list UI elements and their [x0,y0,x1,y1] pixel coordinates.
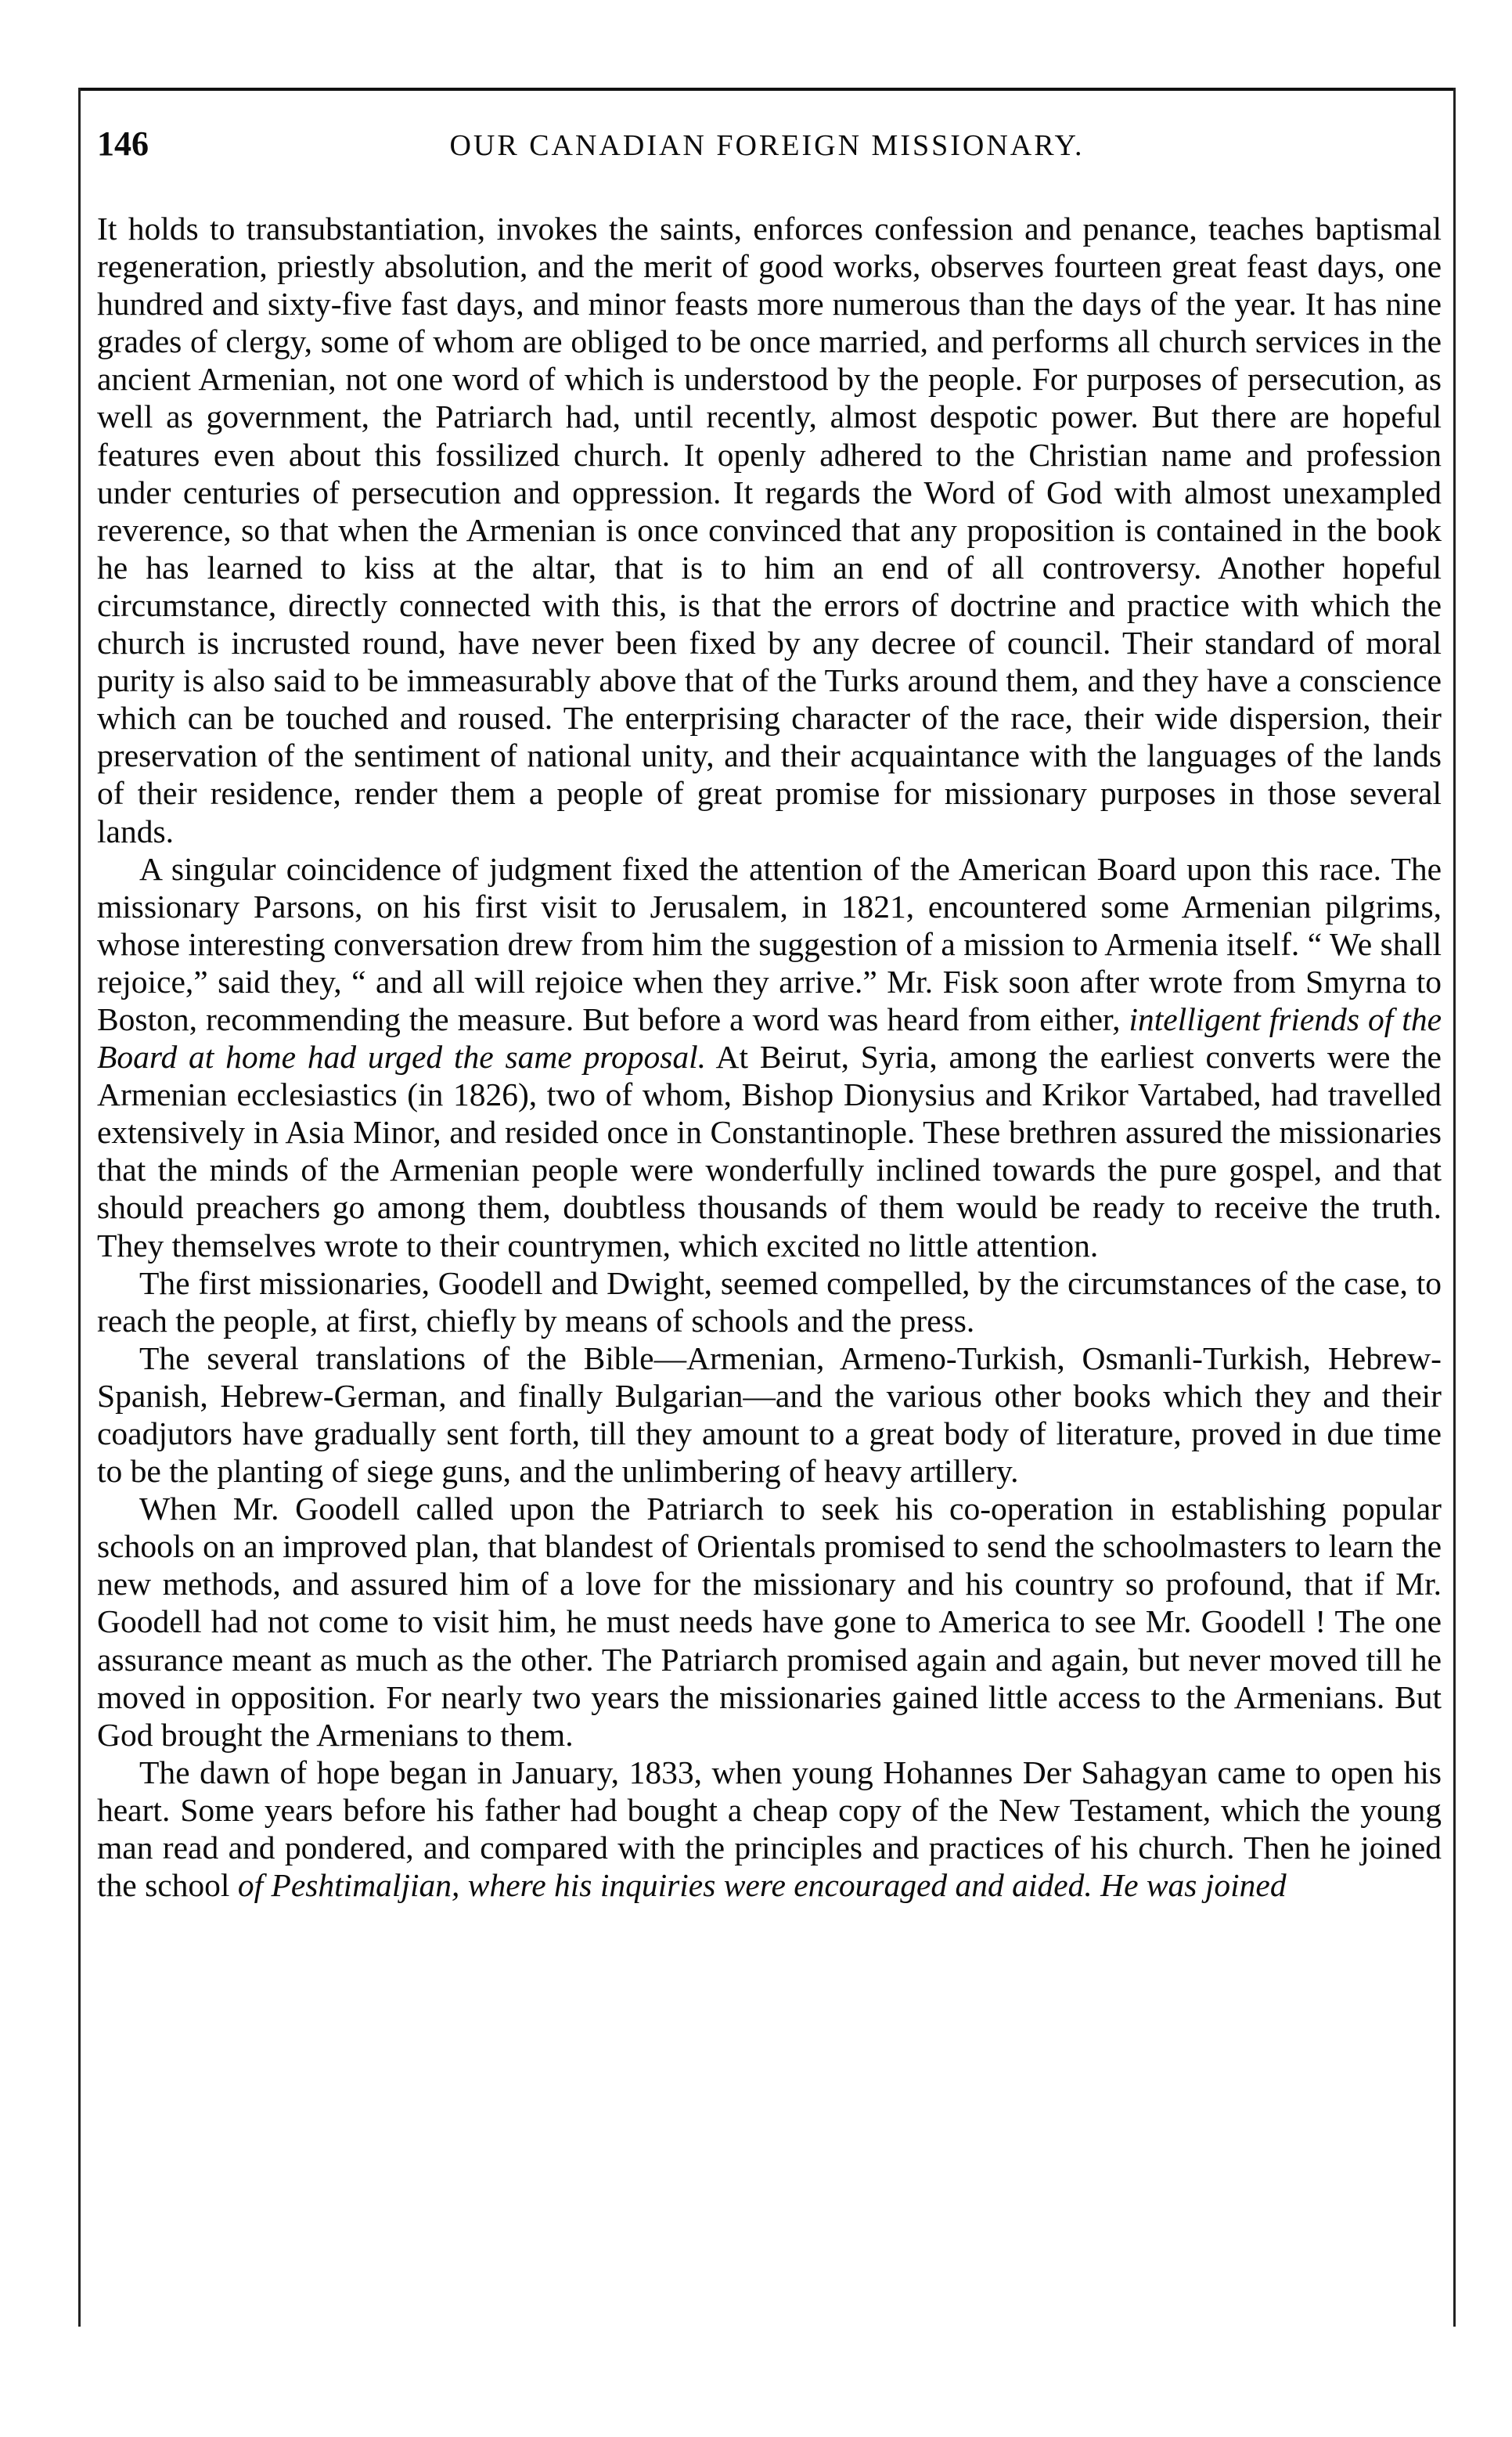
paragraph-6-text-a: The dawn of hope began in January, 1833, when young Hohannes Der Sahagyan came to open his heart. Some years before his father had bought a cheap copy of the New Testament, which the young man read and pondered, and compared with the principles and practices of his church. Then he joined the school [97,1754,1442,1904]
paragraph-5: When Mr. Goodell called upon the Patriarch to seek his co-operation in establishing popular schools on an improved plan, that blandest of Orientals promised to send the schoolmasters to learn the new methods, and assured him of a love for the missionary and his country so profound, that if Mr. Goodell had not come to visit him, he must needs have gone to America to see Mr. Goodell ! The one assurance meant as much as the other. The Patriarch promised again and again, but never moved till he moved in opposition. For nearly two years the missionaries gained little access to the Armenians. But God brought the Armenians to them. [97,1491,1442,1753]
paragraph-2-text-a: A singular coincidence of judgment fixed the attention of the American Board upon this race. The missionary Parsons, on his first visit to Jerusalem, in 1821, encountered some Armenian pilgrims, whose interesting conversation drew from him the suggestion of a mission to Armenia itself. “ We shall rejoice,” said they, “ and all will rejoice when they arrive.” Mr. Fisk soon after wrote from Smyrna to Boston, recommending the measure. But before a word was heard from either, [97,850,1442,1037]
paragraph-1: It holds to transubstantiation, invokes the saints, enforces confession and penance, teaches baptismal regeneration, priestly absolution, and the merit of good works, observes fourteen great feast days, one hundred and sixty-five fast days, and minor feasts more numerous than the days of the year. It has nine grades of clergy, some of whom are obliged to be once married, and performs all church services in the ancient Armenian, not one word of which is understood by the people. For purposes of persecution, as well as government, the Patriarch had, until recently, almost despotic power. But there are hopeful features even about this fossilized church. It openly adhered to the Christian name and profession under centuries of persecution and oppression. It regards the Word of God with almost unexampled reverence, so that when the Armenian is once convinced that any proposition is contained in the book he has learned to kiss at the altar, that is to him an end of all controversy. Another hopeful circumstance, directly connected with this, is that the errors of doctrine and practice with which the church is incrusted round, have never been fixed by any decree of council. Their standard of moral purity is also said to be immeasurably above that of the Turks around them, and they have a conscience which can be touched and roused. The enterprising character of the race, their wide dispersion, their preservation of the sentiment of national unity, and their acquaintance with the languages of the lands of their residence, render them a people of great promise for missionary purposes in those several lands. [97,211,1442,849]
paragraph-4: The several translations of the Bible—Armenian, Armeno-Turkish, Osmanli-Turkish, Hebrew-Spanish, Hebrew-German, and finally Bulgarian—and the various other books which they and their coadjutors have gradually sent forth, till they amount to a great body of literature, proved in due time to be the planting of siege guns, and the unlimbering of heavy artillery. [97,1339,1442,1490]
page-header [94,124,1440,171]
paragraph-6 [97,1754,1442,1904]
left-border-rule [78,88,81,2327]
right-border-rule [1453,88,1456,2327]
page-number: 146 [97,124,149,163]
body-text [97,210,1442,1904]
top-border-rule [78,88,1456,91]
running-head: OUR CANADIAN FOREIGN MISSIONARY. [449,129,1085,162]
paragraph-3: The first missionaries, Goodell and Dwight, seemed compelled, by the circumstances of the case, to reach the people, at first, chiefly by means of schools and the press. [97,1264,1442,1339]
paragraph-2-italic: intelligent friends of the Board at home had urged the same proposal. [97,1000,1442,1076]
paragraph-6-italic: of Peshtimaljian, where his inquiries were encouraged and aided. He was joined [237,1867,1287,1904]
paragraph-2 [97,850,1442,1264]
paragraph-2-text-b: At Beirut, Syria, among the earliest converts were the Armenian ecclesiastics (in 1826), two of whom, Bishop Dionysius and Krikor Vartabed, had travelled extensively in Asia Minor, and resided once in Constantinople. These brethren assured the missionaries that the minds of the Armenian people were wonderfully inclined towards the pure gospel, and that should preachers go among them, doubtless thousands of them would be ready to receive the truth. They themselves wrote to their countrymen, which excited no little attention. [97,1039,1442,1264]
